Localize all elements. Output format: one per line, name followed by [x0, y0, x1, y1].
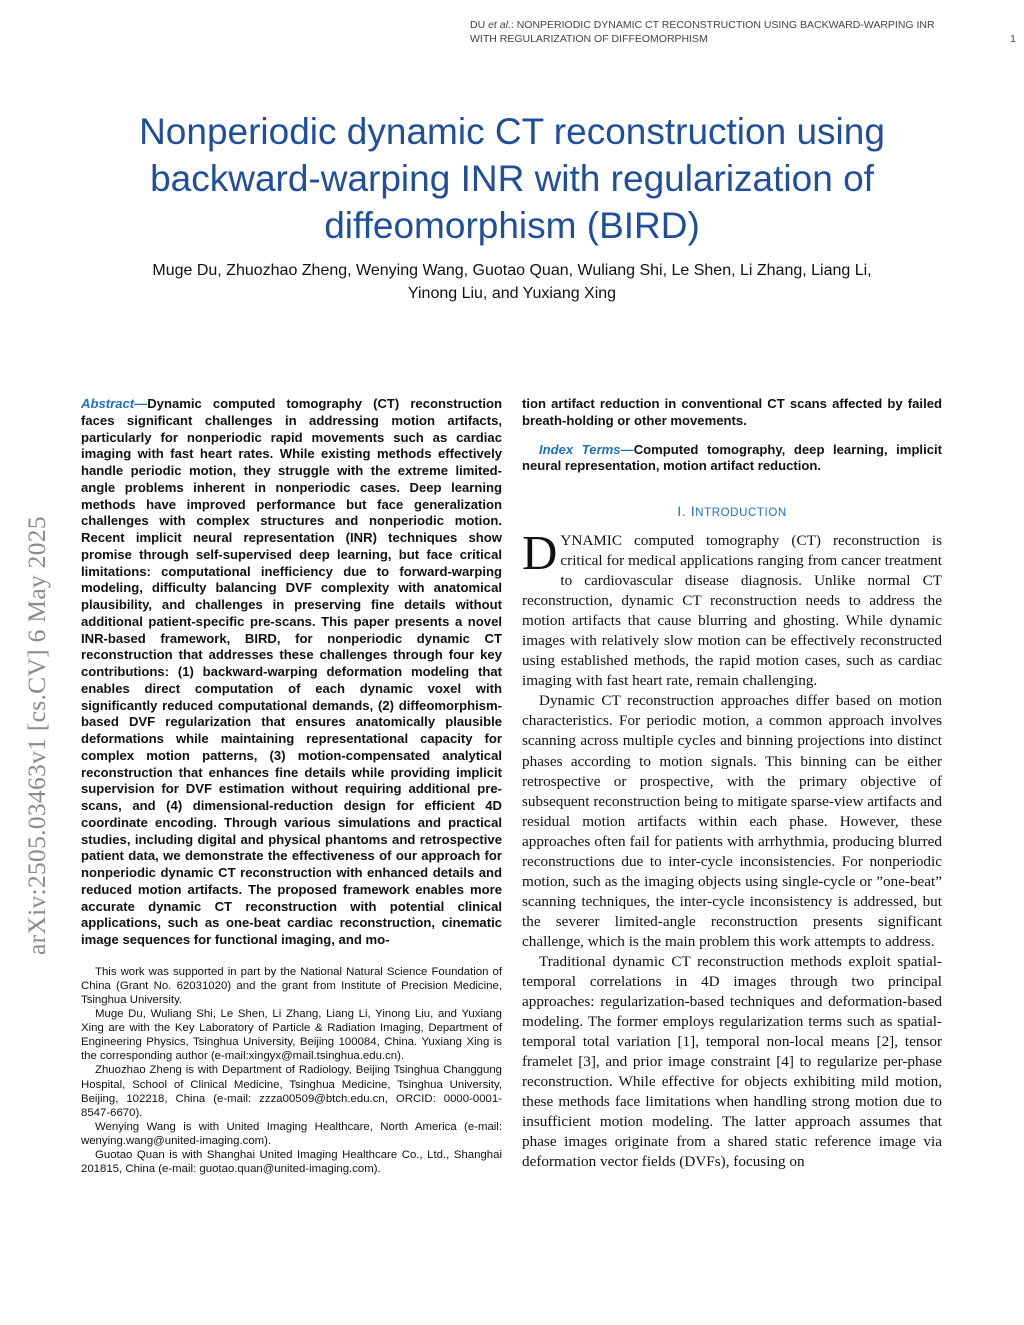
- running-head-etal: et al.: [488, 19, 511, 31]
- intro-paragraph-1-text: YNAMIC computed tomography (CT) reconstruction is critical for medical applications ranging from cancer treatment to cardiovascular disease diagnosis. Unlike normal CT reconstruction, dynamic CT reconstruction needs to address the motion artifacts that cause blurring and ghosting. While dynamic images with relatively slow motion can be effectively reconstructed using established methods, the rapid motion cases, such as cardiac imaging with fast heart rate, remain challenging.: [522, 532, 942, 690]
- running-head: [470, 18, 1016, 46]
- arxiv-identifier-stamp: arXiv:2505.03463v1 [cs.CV] 6 May 2025: [22, 516, 51, 955]
- title-line-2: backward-warping INR with regularization of: [150, 158, 874, 199]
- intro-paragraph-2: Dynamic CT reconstruction approaches differ based on motion characteristics. For periodic motion, a common approach involves scanning across multiple cycles and binning projections into distinct phases according to motion signals. This binning can be either retrospective or prospective, with the primary objective of subsequent reconstruction being to mitigate sparse-view artifacts and residual motion artifacts within each phase. However, these approaches often fail for patients with arrhythmia, producing blurred reconstructions due to inter-cycle inconsistencies. For nonperiodic motion, such as the imaging objects using single-cycle or ”one-beat” scanning techniques, the inter-cycle inconsistency is addressed, but the severer limited-angle reconstruction presents significant challenge, which is the main problem this work attempts to address.: [522, 692, 942, 950]
- footnotes: [81, 965, 502, 1176]
- title-line-1: Nonperiodic dynamic CT reconstruction using: [139, 111, 885, 152]
- index-terms-label: Index Terms—: [539, 441, 634, 457]
- paper-title: [80, 108, 944, 249]
- abstract-continued: [522, 396, 942, 430]
- section-numeral: I.: [677, 503, 691, 519]
- authors-line-2: Yinong Liu, and Yuxiang Xing: [407, 285, 617, 302]
- running-head-title-part1: : NONPERIODIC DYNAMIC CT RECONSTRUCTION USING BACKWARD-WARPING INR: [510, 19, 935, 31]
- dropcap-letter: D: [522, 525, 558, 580]
- section-title-initial: I: [690, 503, 696, 519]
- abstract-text-part2: tion artifact reduction in conventional CT scans affected by failed breath-holding or other movements.: [522, 396, 942, 428]
- index-terms: [522, 442, 942, 476]
- intro-paragraph-1: [522, 525, 942, 691]
- footnote-affiliation-tsinghua: Muge Du, Wuliang Shi, Le Shen, Li Zhang, Liang Li, Yinong Liu, and Yuxiang Xing are with the Key Laboratory of Particle & Radiation Imaging, Department of Engineering Physics, Tsinghua University, Beijing 100084, China. Yuxiang Xing is the corresponding author (e-mail:xingyx@mail.tsinghua.edu.cn).: [81, 1008, 502, 1063]
- footnote-funding: This work was supported in part by the National Natural Science Foundation of China (Grant No. 62031020) and the grant from Institute of Precision Medicine, Tsinghua University.: [81, 965, 502, 1006]
- section-title-rest: NTRODUCTION: [695, 507, 787, 519]
- footnote-affiliation-united-imaging-shanghai: Guotao Quan is with Shanghai United Imaging Healthcare Co., Ltd., Shanghai 201815, China (e-mail: guotao.quan@united-imaging.com).: [81, 1148, 502, 1176]
- introduction-body: [522, 525, 942, 1173]
- authors-line-1: Muge Du, Zhuozhao Zheng, Wenying Wang, Guotao Quan, Wuliang Shi, Le Shen, Li Zhang, Liang Li,: [152, 262, 872, 279]
- footnote-affiliation-united-imaging-na: Wenying Wang is with United Imaging Healthcare, North America (e-mail: wenying.wang@united-imaging.com).: [81, 1120, 502, 1147]
- footnote-affiliation-changgung: Zhuozhao Zheng is with Department of Radiology, Beijing Tsinghua Changgung Hospital, School of Clinical Medicine, Tsinghua Medicine, Tsinghua University, Beijing, 102218, China (e-mail: zzza00509@btch.edu.cn, ORCID: 0000-0001-8547-6670).: [81, 1064, 502, 1119]
- running-head-line-2: WITH REGULARIZATION OF DIFFEOMORPHISM: [470, 33, 708, 45]
- section-heading-introduction: [522, 503, 942, 519]
- running-head-line-1: [470, 18, 1016, 32]
- title-line-3: diffeomorphism (BIRD): [324, 205, 700, 246]
- index-terms-text: Computed tomography, deep learning, implicit neural representation, motion artifact reduction.: [522, 441, 942, 474]
- intro-paragraph-3: Traditional dynamic CT reconstruction methods exploit spatial-temporal correlations in 4D images through two principal approaches: regularization-based techniques and deformation-based modeling. The former employs regularization terms such as spatial-temporal total variation [1], temporal non-local means [2], tensor framelet [3], and prior image constraint [4] to regularize per-phase reconstruction. While effective for objects exhibiting mild motion, these methods face limitations when handling strong motion due to insufficient motion modeling. The latter approach assumes that phase images originate from a shared static reference image via deformation vector fields (DVFs), focusing on: [522, 952, 942, 1171]
- page-number: 1: [1010, 33, 1016, 45]
- abstract-text-part1: Dynamic computed tomography (CT) reconstruction faces significant challenges in addressing motion artifacts, particularly for nonperiodic rapid movements such as cardiac imaging with fast heart rates. While existing methods effectively handle periodic motion, they struggle with the extreme limited-angle problems inherent in nonperiodic cases. Deep learning methods have improved performance but face generalization challenges with complex structures and nonperiodic motion. Recent implicit neural representation (INR) techniques show promise through self-supervised deep learning, but face critical limitations: computational inefficiency due to forward-warping modeling, difficulty balancing DVF complexity with anatomical plausibility, and challenges in preserving fine details without additional patient-specific pre-scans. This paper presents a novel INR-based framework, BIRD, for nonperiodic dynamic CT reconstruction that addresses these challenges through four key contributions: (1) backward-warping deformation modeling that enables direct computation of each dynamic voxel with significantly reduced computational demands, (2) diffeomorphism-based DVF regularization that ensures anatomically plausible deformations while maintaining representational capacity for complex motion patterns, (3) motion-compensated analytical reconstruction that enhances fine details while providing implicit supervision for DVF estimation without requiring additional pre-scans, and (4) dimensional-reduction design for efficient 4D coordinate encoding. Through various simulations and practical studies, including digital and physical phantoms and retrospective patient data, we demonstrate the effectiveness of our approach for nonperiodic dynamic CT reconstruction with enhanced details and reduced motion artifacts. The proposed framework enables more accurate dynamic CT reconstruction with potential clinical applications, such as one-beat cardiac reconstruction, cinematic image sequences for functional imaging, and mo-: [81, 396, 502, 947]
- abstract-label: Abstract—: [81, 396, 148, 411]
- running-head-author: DU: [470, 19, 486, 31]
- right-column: [522, 396, 942, 1173]
- abstract: [81, 396, 502, 949]
- author-list: [80, 259, 944, 305]
- left-column: [81, 396, 502, 1176]
